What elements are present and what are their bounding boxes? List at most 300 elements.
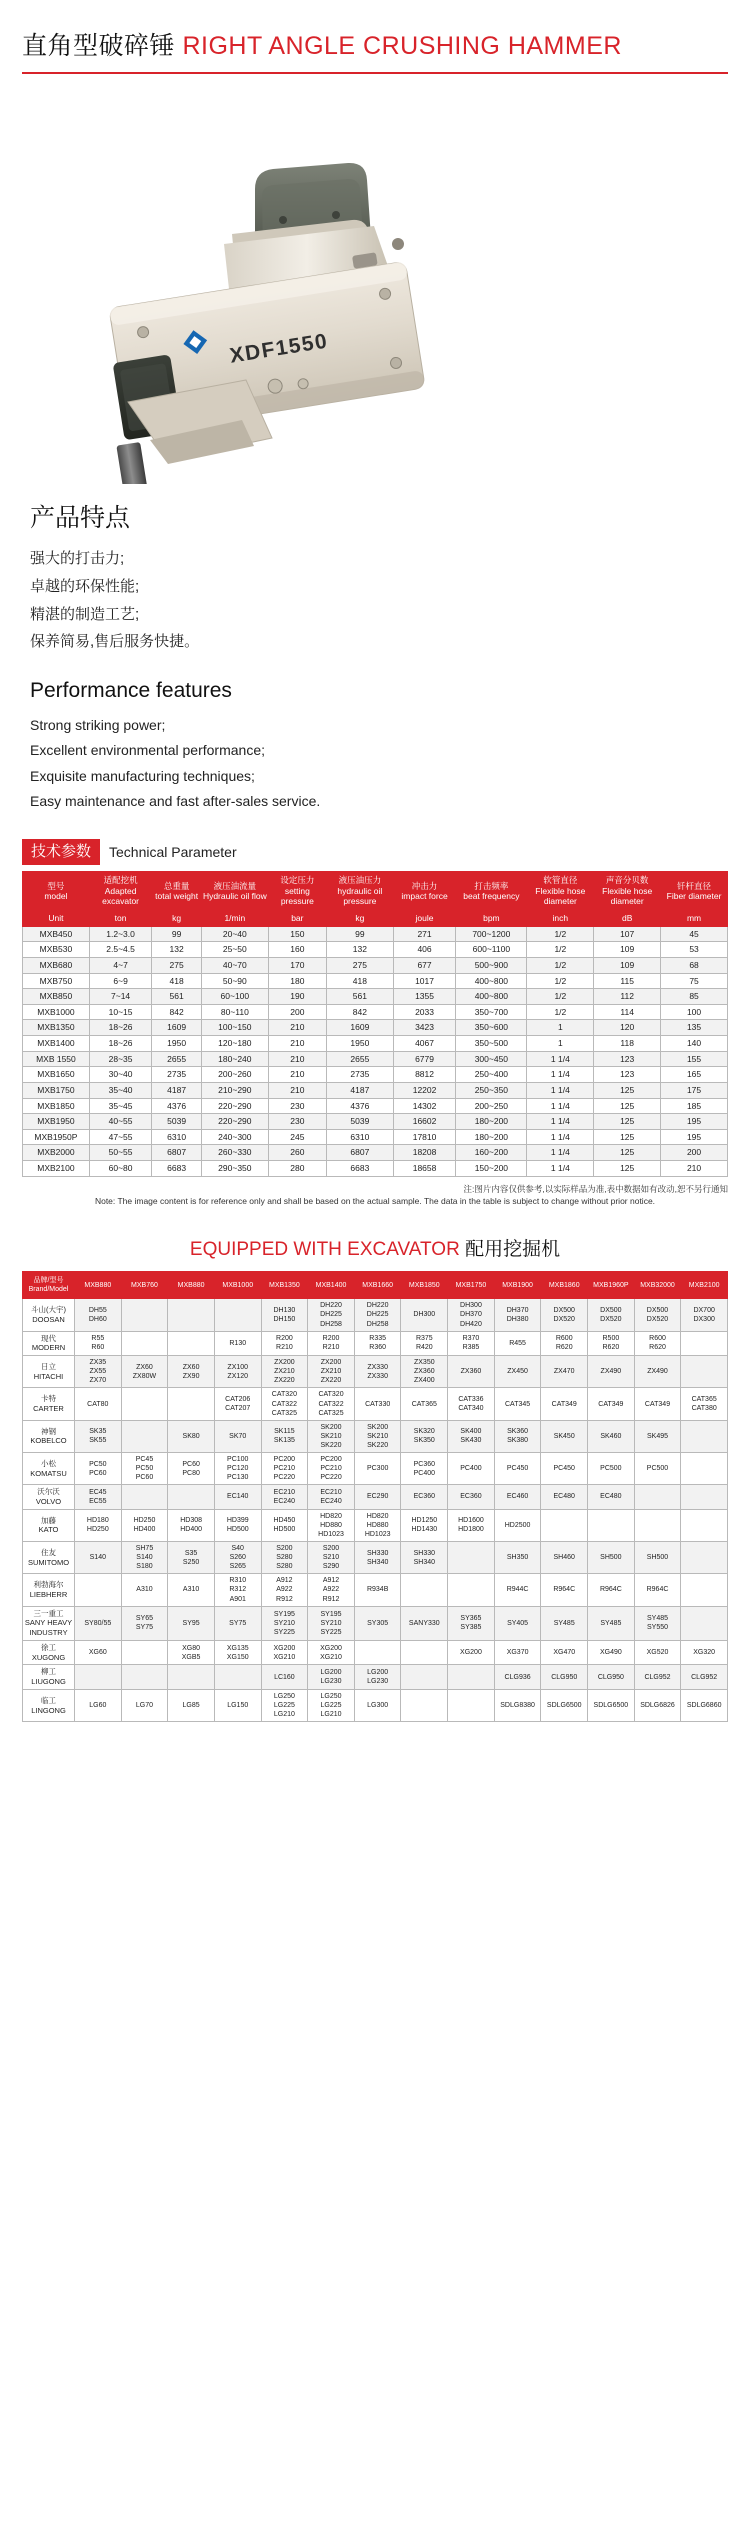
- excavator-model: CAT320: [318, 1391, 344, 1399]
- excavator-model: LG300: [367, 1701, 389, 1709]
- excavator-model: SANY330: [408, 1619, 440, 1627]
- excavator-model-cell: [121, 1606, 168, 1640]
- excavator-model: S210: [322, 1554, 340, 1562]
- excavator-model: PC100: [227, 1456, 249, 1463]
- excavator-model: CAT207: [225, 1405, 251, 1413]
- spec-cell: 60~80: [89, 1161, 152, 1177]
- spec-cell: 180~200: [456, 1129, 527, 1145]
- excavator-model: EC140: [227, 1493, 249, 1501]
- feature-en-2: Excellent environmental performance;: [30, 742, 266, 759]
- excavator-model: CLG952: [644, 1673, 671, 1681]
- excavator-col-mxb1400: MXB1400: [308, 1272, 355, 1299]
- excavator-model: SK400: [460, 1428, 482, 1436]
- excavator-model: ZX360: [413, 1368, 435, 1376]
- spec-cell: 6310: [326, 1129, 393, 1145]
- excavator-model-cell: [354, 1331, 401, 1356]
- spec-cell: 271: [393, 926, 456, 942]
- excavator-model: CAT349: [644, 1400, 671, 1408]
- excavator-model: SK200: [320, 1423, 342, 1431]
- excavator-model-cell: [75, 1356, 122, 1388]
- spec-cell: 350~600: [456, 1020, 527, 1036]
- excavator-model-cell: [214, 1574, 261, 1606]
- table-row: [23, 1067, 728, 1083]
- excavator-model-cell: [75, 1689, 122, 1721]
- excavator-model: SK55: [89, 1437, 107, 1445]
- excavator-model-cell: [634, 1689, 681, 1721]
- spec-cell: 8812: [393, 1067, 456, 1083]
- spec-cell: 418: [152, 973, 202, 989]
- excavator-model: DH220: [320, 1302, 342, 1310]
- excavator-model: R944C: [506, 1586, 529, 1594]
- excavator-model: SK380: [507, 1437, 529, 1445]
- spec-cell: 700~1200: [456, 926, 527, 942]
- spec-cell-model: MXB2100: [23, 1161, 90, 1177]
- feature-cn-4: 保养简易,售后服务快捷。: [30, 633, 200, 651]
- excavator-model-cell: [214, 1542, 261, 1574]
- excavator-model-cell: [588, 1574, 635, 1606]
- excavator-model-cell: [401, 1689, 448, 1721]
- excavator-model-cell: [541, 1640, 588, 1665]
- excavator-model: DX500: [553, 1306, 575, 1314]
- spec-cell: 195: [661, 1114, 728, 1130]
- excavator-model: A922: [322, 1586, 340, 1594]
- excavator-model: DH258: [320, 1320, 342, 1328]
- spec-col-noise: 声音分贝数 Flexible hose diameter: [594, 872, 661, 911]
- excavator-model: DH220: [366, 1302, 389, 1310]
- excavator-brand-cell: [23, 1485, 75, 1510]
- excavator-model: ZX220: [320, 1377, 342, 1385]
- spec-cell-model: MXB1400: [23, 1036, 90, 1052]
- spec-cell: 400~800: [456, 973, 527, 989]
- spec-cell: 260: [268, 1145, 326, 1161]
- spec-cell: 123: [594, 1067, 661, 1083]
- spec-cell: 1 1/4: [527, 1082, 594, 1098]
- table-row: [23, 926, 728, 942]
- excavator-model-cell: [401, 1665, 448, 1690]
- table-row: [23, 1640, 728, 1665]
- spec-cell: 109: [594, 957, 661, 973]
- excavator-brand-cell: [23, 1509, 75, 1541]
- spec-cell: 1/2: [527, 926, 594, 942]
- brand-name-en: HITACHI: [33, 1371, 64, 1381]
- excavator-model: PC60: [89, 1469, 107, 1477]
- brand-name-en: VOLVO: [35, 1497, 62, 1507]
- excavator-model: ZX60: [182, 1363, 200, 1371]
- spec-cell: 4~7: [89, 957, 152, 973]
- excavator-model: DH300: [413, 1311, 436, 1319]
- excavator-model-cell: [261, 1689, 308, 1721]
- brand-name-en: KATO: [38, 1525, 59, 1535]
- excavator-model: R312: [229, 1586, 247, 1594]
- excavator-model-cell: [121, 1485, 168, 1510]
- table-row: [23, 1606, 728, 1640]
- excavator-model-cell: [168, 1606, 215, 1640]
- brand-name-cn: 现代: [41, 1333, 56, 1343]
- excavator-model-cell: [75, 1509, 122, 1541]
- excavator-model-cell: [308, 1420, 355, 1452]
- excavator-model: PC300: [366, 1465, 389, 1473]
- excavator-brand-cell: [23, 1542, 75, 1574]
- spec-cell: 1 1/4: [527, 1145, 594, 1161]
- excavator-model-cell: [494, 1606, 541, 1640]
- excavator-model-cell: [448, 1665, 495, 1690]
- excavator-model: PC400: [460, 1465, 482, 1473]
- spec-cell: 18~26: [89, 1036, 152, 1052]
- excavator-col-mxb1660: MXB1660: [354, 1272, 401, 1299]
- excavator-model: DH420: [460, 1320, 482, 1328]
- excavator-model-cell: [168, 1331, 215, 1356]
- spec-cell: 1609: [326, 1020, 393, 1036]
- excavator-model: ZX350: [413, 1359, 435, 1367]
- spec-cell: 2735: [152, 1067, 202, 1083]
- excavator-model: XG370: [506, 1649, 529, 1657]
- spec-cell: 1 1/4: [527, 1129, 594, 1145]
- page-title-cn: 直角型破碎锤: [22, 32, 183, 60]
- excavator-model: HD500: [226, 1526, 249, 1534]
- spec-cell: 170: [268, 957, 326, 973]
- excavator-model: PC60: [135, 1474, 154, 1482]
- excavator-model-cell: [681, 1388, 728, 1420]
- spec-cell: 14302: [393, 1098, 456, 1114]
- spec-cell: 85: [661, 989, 728, 1005]
- spec-cell: 1.2~3.0: [89, 926, 152, 942]
- excavator-model-cell: [75, 1665, 122, 1690]
- excavator-model: EC480: [600, 1493, 622, 1501]
- spec-cell: 842: [152, 1004, 202, 1020]
- excavator-model-cell: [121, 1542, 168, 1574]
- spec-cell: 418: [326, 973, 393, 989]
- excavator-model: SK360: [507, 1428, 529, 1436]
- excavator-model: S260: [229, 1554, 246, 1562]
- excavator-header-row: [23, 1272, 728, 1299]
- excavator-model-cell: [541, 1388, 588, 1420]
- excavator-model-cell: [121, 1509, 168, 1541]
- excavator-model: CAT325: [271, 1409, 297, 1417]
- excavator-model-cell: [261, 1388, 308, 1420]
- excavator-model-cell: [541, 1665, 588, 1690]
- excavator-model-cell: [121, 1331, 168, 1356]
- spec-cell: 125: [594, 1098, 661, 1114]
- excavator-model-cell: [121, 1689, 168, 1721]
- excavator-model-cell: [401, 1485, 448, 1510]
- excavator-model: EC290: [366, 1493, 389, 1501]
- spec-cell: 6807: [152, 1145, 202, 1161]
- excavator-model: XG210: [273, 1653, 296, 1661]
- excavator-model-cell: [214, 1640, 261, 1665]
- spec-cell: 210~290: [201, 1082, 268, 1098]
- spec-cell: 16602: [393, 1114, 456, 1130]
- excavator-model-cell: [261, 1574, 308, 1606]
- excavator-model: HD400: [180, 1526, 202, 1534]
- excavator-model: R200: [322, 1335, 340, 1343]
- excavator-model-cell: [588, 1689, 635, 1721]
- excavator-model-cell: [401, 1453, 448, 1485]
- excavator-model-cell: [448, 1453, 495, 1485]
- spec-cell: 75: [661, 973, 728, 989]
- excavator-model: R55: [91, 1335, 105, 1343]
- spec-cell: 210: [268, 1036, 326, 1052]
- spec-cell: 1: [527, 1036, 594, 1052]
- excavator-heading: [0, 1234, 750, 1261]
- excavator-model-cell: [588, 1453, 635, 1485]
- excavator-brand-cell: [23, 1388, 75, 1420]
- excavator-model: HD250: [86, 1526, 109, 1534]
- excavator-model: DH370: [460, 1311, 482, 1319]
- spec-cell-model: MXB1750: [23, 1082, 90, 1098]
- spec-cell: 275: [326, 957, 393, 973]
- table-note-cn: 注:图片内容仅供参考,以实际样品为准,表中数据如有改动,恕不另行通知: [463, 1183, 728, 1194]
- spec-cell: 6683: [152, 1161, 202, 1177]
- excavator-model: ZX100: [227, 1363, 249, 1371]
- excavator-model-cell: [261, 1299, 308, 1331]
- excavator-model: CAT349: [551, 1400, 577, 1408]
- table-row: [23, 1161, 728, 1177]
- brand-name-cn: 神钢: [41, 1426, 56, 1436]
- excavator-model: SK210: [367, 1432, 389, 1440]
- excavator-model: CAT365: [411, 1400, 437, 1408]
- title-divider: [22, 72, 728, 74]
- excavator-model: A922: [276, 1586, 293, 1594]
- spec-cell: 6683: [326, 1161, 393, 1177]
- spec-cell: 155: [661, 1051, 728, 1067]
- excavator-model: R200: [276, 1335, 293, 1343]
- excavator-model: CAT340: [458, 1405, 484, 1413]
- spec-unit-1: ton: [89, 911, 152, 927]
- excavator-model-cell: [261, 1485, 308, 1510]
- excavator-model: PC220: [320, 1474, 342, 1482]
- excavator-model: XG150: [226, 1653, 249, 1661]
- excavator-model: ZX490: [600, 1368, 622, 1376]
- excavator-model-cell: [401, 1509, 448, 1541]
- spec-cell: 600~1100: [456, 942, 527, 958]
- excavator-model-cell: [354, 1485, 401, 1510]
- excavator-model-cell: [541, 1509, 588, 1541]
- excavator-model-cell: [448, 1640, 495, 1665]
- excavator-model-cell: [681, 1665, 728, 1690]
- spec-cell: 4376: [152, 1098, 202, 1114]
- spec-cell: 40~55: [89, 1114, 152, 1130]
- excavator-compatibility-table: [22, 1271, 728, 1722]
- excavator-model-cell: [588, 1640, 635, 1665]
- excavator-model: DX520: [600, 1316, 622, 1324]
- excavator-model-cell: [121, 1453, 168, 1485]
- excavator-model-cell: [401, 1420, 448, 1452]
- table-row: [23, 1485, 728, 1510]
- excavator-model: R600: [649, 1335, 666, 1343]
- excavator-model-cell: [308, 1453, 355, 1485]
- table-row: [23, 1145, 728, 1161]
- excavator-model: ZX220: [274, 1377, 295, 1385]
- excavator-model: PC500: [646, 1465, 669, 1473]
- table-note-en: Note: The image content is for reference only and shall be based on the actual sample. The data in the table is subject to change without prior notice.: [94, 1196, 656, 1207]
- excavator-model: R210: [322, 1344, 340, 1352]
- excavator-col-mxb1900: MXB1900: [494, 1272, 541, 1299]
- spec-cell: 114: [594, 1004, 661, 1020]
- excavator-model-cell: [168, 1356, 215, 1388]
- features-heading-en: Performance features: [30, 679, 232, 702]
- excavator-model-cell: [168, 1542, 215, 1574]
- excavator-model-cell: [494, 1420, 541, 1452]
- excavator-brand-cell: [23, 1331, 75, 1356]
- table-row: [23, 1051, 728, 1067]
- brand-name-cn: 临工: [41, 1695, 56, 1705]
- excavator-model-cell: [168, 1640, 215, 1665]
- table-row: [23, 1542, 728, 1574]
- excavator-model: LG250: [320, 1692, 342, 1700]
- excavator-model-cell: [401, 1299, 448, 1331]
- spec-cell: 240~300: [201, 1129, 268, 1145]
- excavator-model-cell: [308, 1640, 355, 1665]
- excavator-model: HD1430: [411, 1526, 438, 1534]
- excavator-model-cell: [448, 1388, 495, 1420]
- excavator-model: LG200: [367, 1669, 389, 1677]
- excavator-model-cell: [168, 1574, 215, 1606]
- excavator-col-brand: 品牌/型号 Brand/Model: [23, 1272, 75, 1299]
- brand-name-en: XUGONG: [31, 1652, 66, 1662]
- excavator-model: R964C: [553, 1586, 576, 1594]
- excavator-model: SK495: [646, 1432, 669, 1440]
- specification-table: [22, 871, 728, 1177]
- excavator-model: CLG952: [691, 1673, 718, 1681]
- excavator-model-cell: [168, 1485, 215, 1510]
- excavator-model: DX520: [646, 1316, 669, 1324]
- excavator-col-mxb32000: MXB32000: [634, 1272, 681, 1299]
- excavator-model-cell: [448, 1574, 495, 1606]
- excavator-model: DX700: [693, 1306, 715, 1314]
- spec-header-row: [23, 872, 728, 911]
- spec-cell: 109: [594, 942, 661, 958]
- table-row: [23, 1356, 728, 1388]
- spec-cell: 1: [527, 1020, 594, 1036]
- spec-cell: 17810: [393, 1129, 456, 1145]
- excavator-model-cell: [401, 1606, 448, 1640]
- excavator-model: S200: [322, 1545, 340, 1553]
- excavator-model-cell: [308, 1606, 355, 1640]
- excavator-model: ZX70: [89, 1377, 107, 1385]
- excavator-model: DH130: [273, 1306, 296, 1314]
- spec-cell: 99: [152, 926, 202, 942]
- excavator-model: ZX200: [320, 1359, 342, 1367]
- excavator-model: SK35: [89, 1428, 107, 1436]
- page-title-en: RIGHT ANGLE CRUSHING HAMMER: [182, 32, 622, 60]
- spec-cell: 7~14: [89, 989, 152, 1005]
- excavator-model: HD399: [226, 1517, 249, 1525]
- brand-name-cn: 小松: [41, 1458, 56, 1468]
- spec-cell: 118: [594, 1036, 661, 1052]
- excavator-col-mxb1850: MXB1850: [401, 1272, 448, 1299]
- spec-cell: 1/2: [527, 973, 594, 989]
- brand-name-en: LIUGONG: [31, 1677, 66, 1687]
- excavator-model-cell: [214, 1299, 261, 1331]
- spec-cell: 200: [268, 1004, 326, 1020]
- features-heading-cn: 产品特点: [30, 504, 131, 532]
- spec-cell-model: MXB850: [23, 989, 90, 1005]
- excavator-model: LG210: [273, 1711, 295, 1719]
- excavator-model: LG230: [320, 1678, 342, 1686]
- excavator-model: ZX210: [274, 1368, 295, 1376]
- excavator-model-cell: [214, 1331, 261, 1356]
- excavator-brand-cell: [23, 1299, 75, 1331]
- excavator-model: PC220: [273, 1474, 296, 1482]
- excavator-model: XG60: [88, 1649, 107, 1657]
- excavator-model: EC240: [320, 1498, 342, 1506]
- excavator-model: DH60: [88, 1316, 107, 1324]
- excavator-model: DH370: [506, 1306, 529, 1314]
- excavator-model: SK460: [600, 1432, 622, 1440]
- excavator-model: LC160: [274, 1673, 295, 1681]
- excavator-model-cell: [401, 1574, 448, 1606]
- excavator-model-cell: [634, 1509, 681, 1541]
- excavator-model: SDLG6826: [640, 1701, 675, 1709]
- excavator-model-cell: [634, 1665, 681, 1690]
- excavator-model: ZX330: [367, 1372, 388, 1380]
- spec-cell: 1355: [393, 989, 456, 1005]
- spec-cell: 4067: [393, 1036, 456, 1052]
- table-row: [23, 1299, 728, 1331]
- excavator-model: ZX80W: [132, 1372, 157, 1380]
- excavator-brand-cell: [23, 1689, 75, 1721]
- excavator-model: XG200: [460, 1649, 482, 1657]
- feature-cn-1: 强大的打击力;: [30, 550, 125, 567]
- excavator-model: S140: [89, 1554, 106, 1562]
- spec-cell: 160: [268, 942, 326, 958]
- excavator-model: CLG950: [551, 1673, 578, 1681]
- spec-cell: 160~200: [456, 1145, 527, 1161]
- table-row: [23, 973, 728, 989]
- excavator-model: PC360: [413, 1460, 435, 1468]
- spec-cell: 5039: [152, 1114, 202, 1130]
- excavator-model-cell: [588, 1606, 635, 1640]
- spec-cell: 185: [661, 1098, 728, 1114]
- table-row: [23, 1036, 728, 1052]
- excavator-model-cell: [588, 1388, 635, 1420]
- excavator-model: DH258: [366, 1320, 389, 1328]
- excavator-model-cell: [261, 1331, 308, 1356]
- excavator-model: SY550: [646, 1624, 669, 1632]
- spec-cell: 1017: [393, 973, 456, 989]
- excavator-model-cell: [261, 1542, 308, 1574]
- excavator-model: R964C: [599, 1586, 622, 1594]
- excavator-model: SK220: [320, 1441, 342, 1449]
- excavator-model-cell: [354, 1606, 401, 1640]
- spec-cell: 500~900: [456, 957, 527, 973]
- spec-cell: 230: [268, 1098, 326, 1114]
- spec-cell: 40~70: [201, 957, 268, 973]
- excavator-model: SK210: [320, 1432, 342, 1440]
- spec-cell-model: MXB1950: [23, 1114, 90, 1130]
- spec-cell: 1/2: [527, 957, 594, 973]
- excavator-model-cell: [634, 1299, 681, 1331]
- spec-cell: 125: [594, 1129, 661, 1145]
- spec-cell: 180: [268, 973, 326, 989]
- excavator-model: R375: [415, 1335, 433, 1343]
- spec-cell: 50~55: [89, 1145, 152, 1161]
- excavator-model-cell: [448, 1299, 495, 1331]
- spec-cell: 180~240: [201, 1051, 268, 1067]
- spec-cell: 132: [326, 942, 393, 958]
- excavator-model: A901: [229, 1595, 246, 1603]
- spec-cell: 6779: [393, 1051, 456, 1067]
- excavator-model-cell: [401, 1542, 448, 1574]
- excavator-model-cell: [75, 1640, 122, 1665]
- excavator-model-cell: [354, 1640, 401, 1665]
- excavator-model: HD500: [273, 1526, 296, 1534]
- excavator-model: CLG936: [504, 1673, 531, 1681]
- spec-cell: 100~150: [201, 1020, 268, 1036]
- excavator-model: A912: [322, 1577, 340, 1585]
- excavator-model: SY195: [320, 1610, 342, 1618]
- excavator-model-cell: [681, 1453, 728, 1485]
